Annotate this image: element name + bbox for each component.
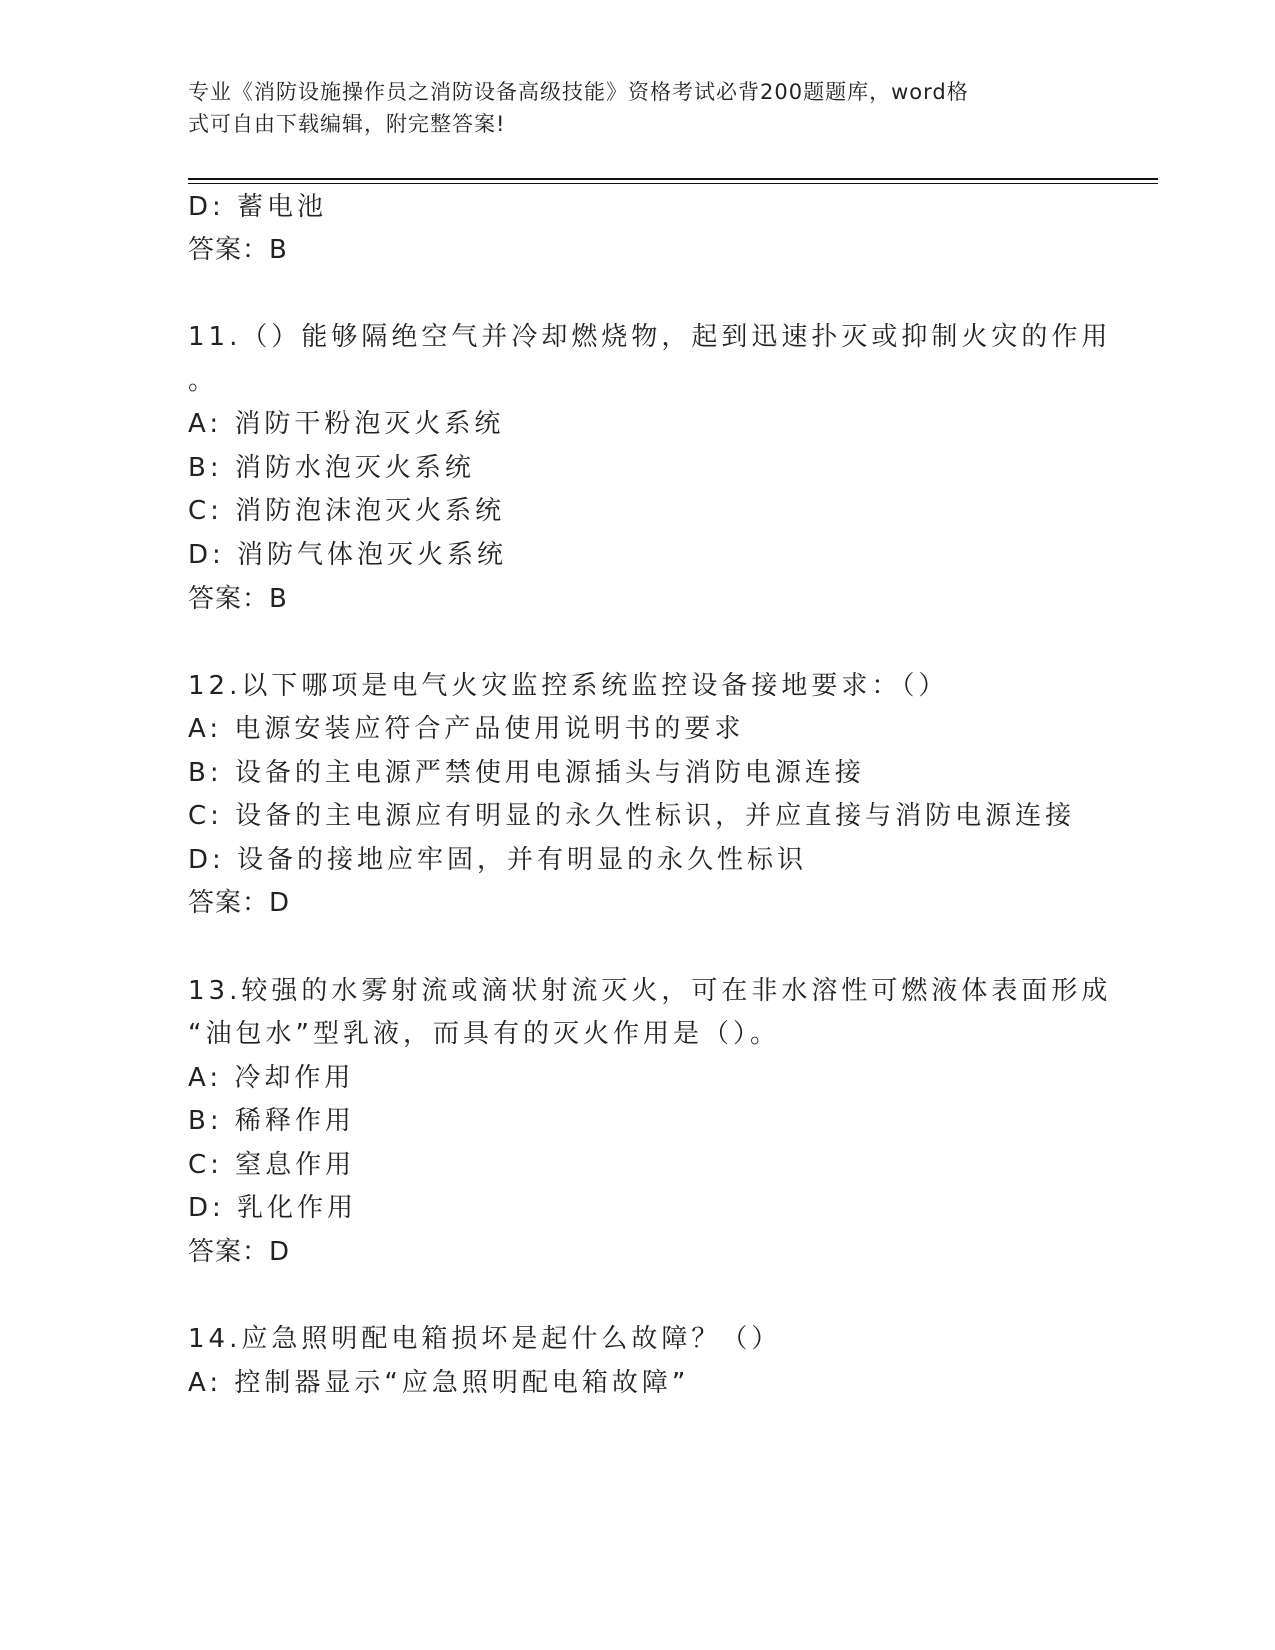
header-line-1: 专业《消防设施操作员之消防设备高级技能》资格考试必背200题题库，word格 bbox=[188, 80, 969, 104]
document-header bbox=[188, 76, 1068, 140]
q11-option-d: D: 消防气体泡灭火系统 bbox=[188, 540, 508, 570]
q13-option-b: B: 稀释作用 bbox=[188, 1106, 355, 1136]
q14-option-a: A: 控制器显示“应急照明配电箱故障” bbox=[188, 1368, 690, 1398]
q12-stem: 12.以下哪项是电气火灾监控系统监控设备接地要求：（） bbox=[188, 671, 949, 701]
q12-option-b: B: 设备的主电源严禁使用电源插头与消防电源连接 bbox=[188, 758, 865, 788]
q13-option-c: C: 窒息作用 bbox=[188, 1150, 356, 1180]
header-divider-thick bbox=[188, 178, 1158, 180]
q13-answer: 答案：D bbox=[188, 1237, 291, 1267]
q12-option-d: D: 设备的接地应牢固，并有明显的永久性标识 bbox=[188, 845, 808, 875]
q11-option-a: A: 消防干粉泡灭火系统 bbox=[188, 409, 505, 439]
q13-stem-line-2: “油包水”型乳液，而具有的灭火作用是（）。 bbox=[188, 1019, 780, 1049]
q13-option-d: D: 乳化作用 bbox=[188, 1193, 358, 1223]
q11-option-c: C: 消防泡沫泡灭火系统 bbox=[188, 496, 506, 526]
q13-option-a: A: 冷却作用 bbox=[188, 1063, 355, 1093]
q11-stem-line-1: 11.（）能够隔绝空气并冷却燃烧物，起到迅速扑灭或抑制火灾的作用 bbox=[188, 322, 1112, 352]
q11-option-b: B: 消防水泡灭火系统 bbox=[188, 453, 475, 483]
q12-option-a: A: 电源安装应符合产品使用说明书的要求 bbox=[188, 714, 745, 744]
header-divider-thin bbox=[188, 183, 1158, 184]
q13-stem-line-1: 13.较强的水雾射流或滴状射流灭火，可在非水溶性可燃液体表面形成 bbox=[188, 976, 1112, 1006]
prev-answer: 答案：B bbox=[188, 235, 288, 265]
q12-answer: 答案：D bbox=[188, 888, 291, 918]
q14-stem: 14.应急照明配电箱损坏是起什么故障？（） bbox=[188, 1324, 782, 1354]
prev-option-d: D: 蓄电池 bbox=[188, 192, 328, 222]
q11-stem-line-2: 。 bbox=[188, 366, 219, 396]
q12-option-c: C: 设备的主电源应有明显的永久性标识，并应直接与消防电源连接 bbox=[188, 801, 1076, 831]
header-line-2: 式可自由下载编辑，附完整答案! bbox=[188, 112, 506, 136]
q11-answer: 答案：B bbox=[188, 584, 288, 614]
